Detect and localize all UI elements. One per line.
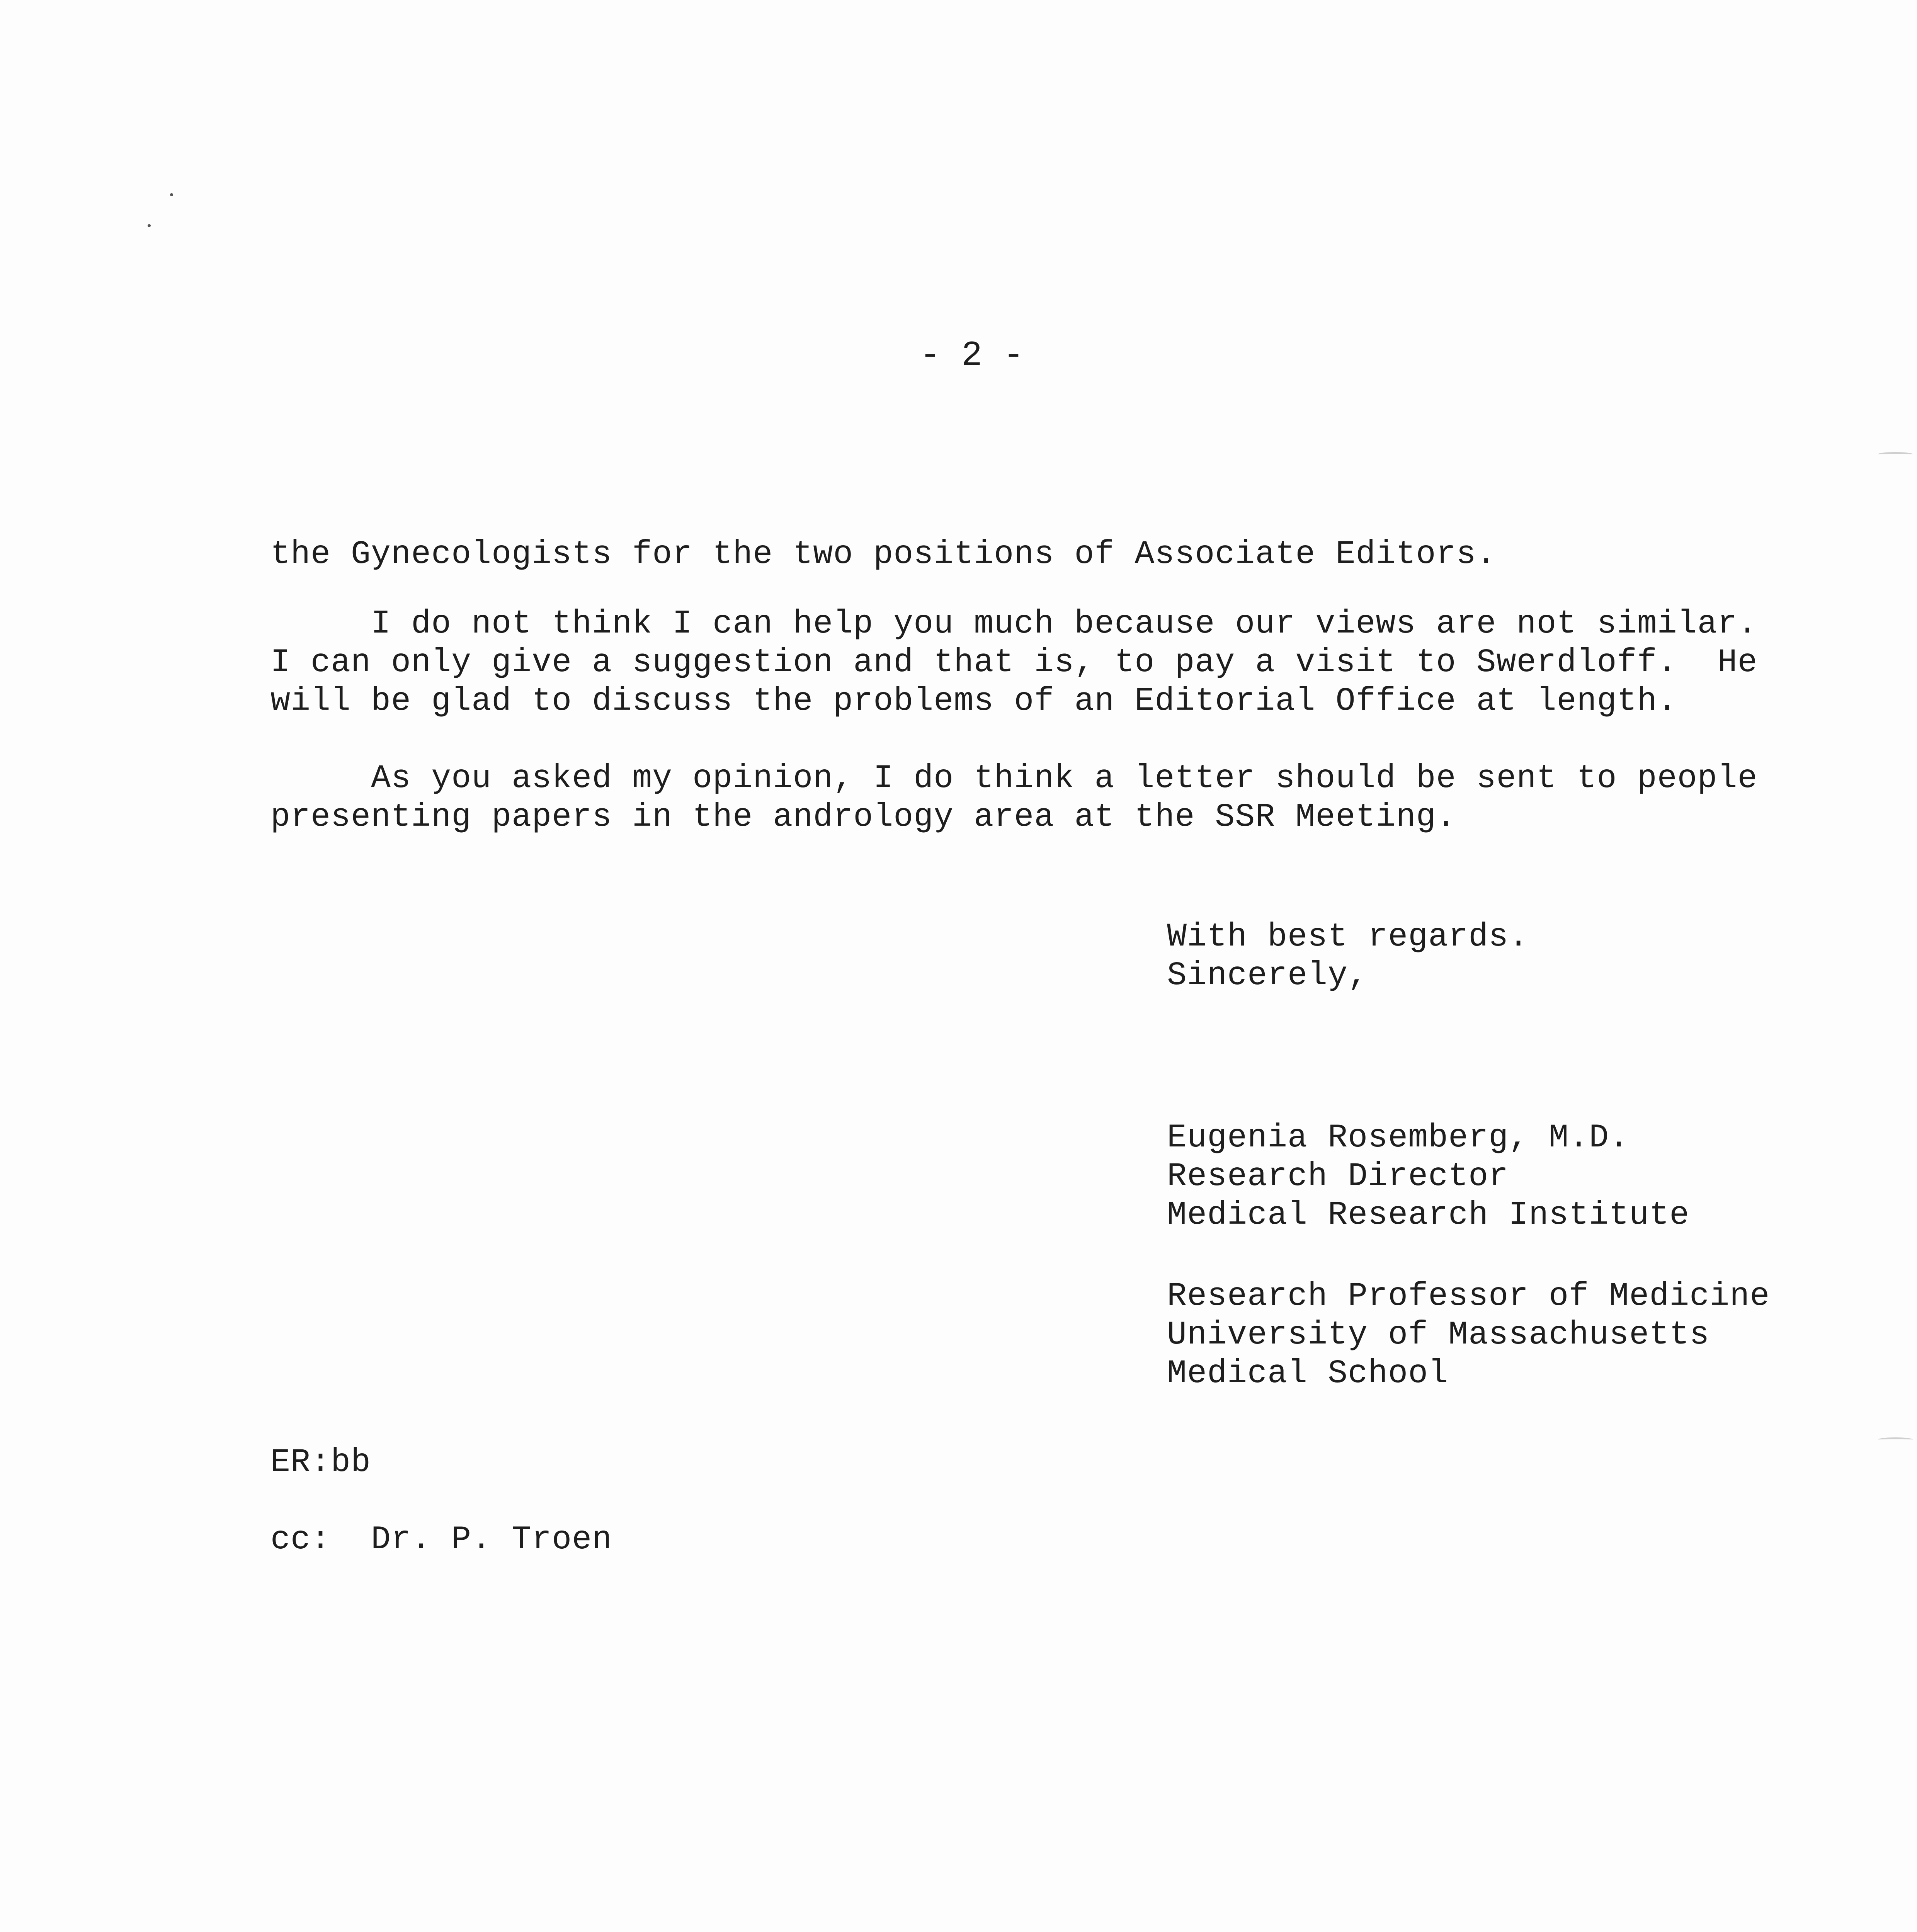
closing-regards: With best regards. — [1167, 918, 1529, 956]
body-line: presenting papers in the andrology area at the SSR Meeting. — [270, 798, 1456, 836]
scan-edge-mark — [1878, 452, 1913, 456]
signature-org: Medical Research Institute — [1167, 1196, 1690, 1234]
body-line: I can only give a suggestion and that is, to pay a visit to Swerdloff. He — [270, 644, 1758, 681]
body-line: As you asked my opinion, I do think a letter should be sent to people — [270, 760, 1758, 797]
body-line: I do not think I can help you much because our views are not similar. — [270, 605, 1758, 643]
signature-name: Eugenia Rosemberg, M.D. — [1167, 1119, 1630, 1156]
typist-initials: ER:bb — [270, 1444, 371, 1481]
signature-title: Research Director — [1167, 1158, 1509, 1195]
closing-sincerely: Sincerely, — [1167, 957, 1368, 994]
page-number: - 2 - — [920, 336, 1024, 376]
scan-speck — [170, 193, 173, 196]
cc-line: cc: Dr. P. Troen — [270, 1521, 612, 1558]
body-line: the Gynecologists for the two positions of Associate Editors. — [270, 536, 1497, 573]
scan-speck — [148, 224, 151, 227]
scan-edge-mark — [1878, 1437, 1913, 1442]
signature-org: University of Massachusetts — [1167, 1316, 1710, 1354]
signature-org: Medical School — [1167, 1355, 1449, 1392]
body-line: will be glad to discuss the problems of an Editorial Office at length. — [270, 682, 1677, 720]
signature-title: Research Professor of Medicine — [1167, 1277, 1770, 1315]
